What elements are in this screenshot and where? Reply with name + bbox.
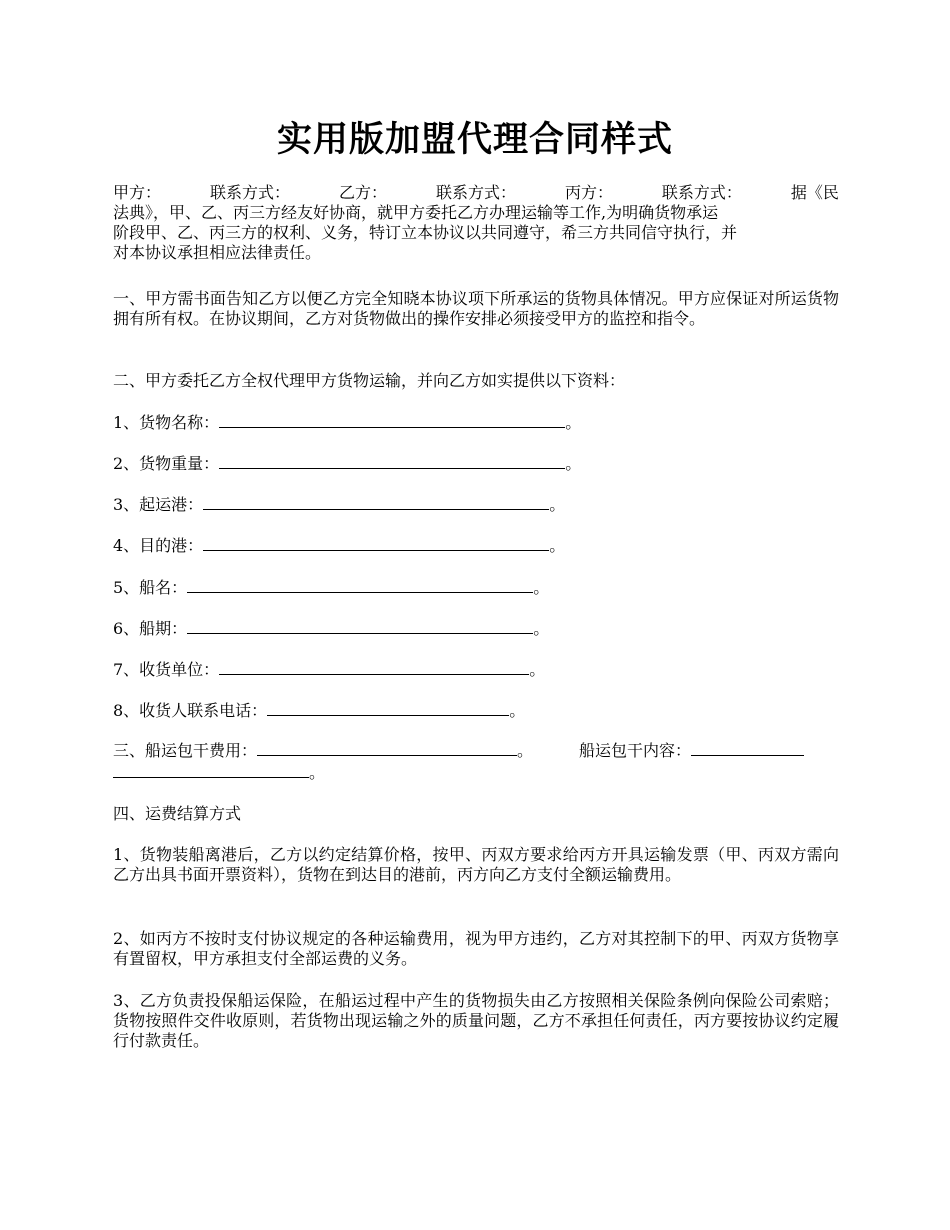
section-4-p1-text: 1、货物装船离港后，乙方以约定结算价格，按甲、丙双方要求给丙方开具运输发票（甲、丙双方需向乙方出具书面开票资料），货物在到达目的港前，丙方向乙方支付全额运输费用。 [113, 845, 839, 884]
intro-line-2: 法典》，甲、乙、丙三方经友好协商，就甲方委托乙方办理运输等工作,为明确货物承运 [113, 203, 719, 222]
field-label: 3、起运港： [113, 495, 204, 514]
section-3-line-1: 三、船运包干费用： 。 船运包干内容： [113, 740, 839, 762]
consignee-blank[interactable] [219, 659, 529, 675]
section-4-heading-text: 四、运费结算方式 [113, 804, 242, 823]
section-4-p3-text: 3、乙方负责投保船运保险，在船运过程中产生的货物损失由乙方按照相关保险条例向保险公司索赔；货物按照件交件收原则，若货物出现运输之外的质量问题，乙方不承担任何责任，丙方要按协议约定履行付款责任。 [113, 991, 839, 1050]
origin-port-blank[interactable] [203, 494, 549, 510]
ship-name-blank[interactable] [187, 577, 533, 593]
party-c-contact-label: 联系方式： [661, 183, 742, 202]
section-4-p1 [113, 845, 839, 885]
field-cargo-weight: 2、货物重量： 。 [113, 454, 582, 473]
field-sailing-date: 6、船期： 。 [113, 619, 550, 638]
fee-content-blank-1[interactable] [691, 740, 804, 756]
section-1 [113, 289, 839, 329]
fee-label: 三、船运包干费用： [113, 741, 258, 760]
intro-line-3: 阶段甲、乙、丙三方的权利、义务，特订立本协议以共同遵守，希三方共同信守执行，并 [113, 223, 738, 242]
field-label: 5、船名： [113, 578, 188, 597]
field-label: 4、目的港： [113, 536, 204, 555]
field-label: 8、收货人联系电话： [113, 701, 268, 720]
field-label: 2、货物重量： [113, 454, 220, 473]
party-a-label: 甲方： [113, 183, 162, 202]
field-label: 7、收货单位： [113, 660, 220, 679]
sailing-date-blank[interactable] [187, 618, 533, 634]
field-label: 1、货物名称： [113, 413, 220, 432]
section-4-p3 [113, 991, 839, 1051]
party-b-contact-label: 联系方式： [435, 183, 516, 202]
field-origin-port: 3、起运港： 。 [113, 495, 566, 514]
section-4-p2-text: 2、如丙方不按时支付协议规定的各种运输费用，视为甲方违约，乙方对其控制下的甲、丙双方货物享有置留权，甲方承担支付全部运费的义务。 [113, 929, 839, 968]
document-title: 实用版加盟代理合同样式 [276, 119, 673, 160]
consignee-phone-blank[interactable] [267, 700, 509, 716]
fee-amount-blank[interactable] [257, 740, 517, 756]
party-c-label: 丙方： [564, 183, 613, 202]
party-a-contact-label: 联系方式： [209, 183, 290, 202]
party-b-label: 乙方： [338, 183, 387, 202]
field-cargo-name: 1、货物名称： 。 [113, 413, 582, 432]
field-destination-port: 4、目的港： 。 [113, 536, 566, 555]
intro-parties-line [113, 183, 839, 203]
fee-content-blank-2[interactable] [113, 762, 309, 778]
field-label: 6、船期： [113, 619, 188, 638]
field-ship-name: 5、船名： 。 [113, 578, 550, 597]
field-consignee-phone: 8、收货人联系电话： 。 [113, 701, 526, 720]
section-4-heading [113, 804, 839, 824]
section-1-text: 一、甲方需书面告知乙方以便乙方完全知晓本协议项下所承运的货物具体情况。甲方应保证对所运货物拥有所有权。在协议期间，乙方对货物做出的操作安排必须接受甲方的监控和指令。 [113, 289, 839, 328]
section-4-p2 [113, 929, 839, 969]
section-2-text: 二、甲方委托乙方全权代理甲方货物运输，并向乙方如实提供以下资料： [113, 371, 626, 390]
fee-content-label: 船运包干内容： [579, 741, 692, 760]
section-2 [113, 371, 839, 391]
cargo-name-blank[interactable] [219, 412, 565, 428]
section-3-line-2: 。 [113, 762, 839, 784]
intro-line-4: 对本协议承担相应法律责任。 [113, 243, 322, 262]
cargo-weight-blank[interactable] [219, 453, 565, 469]
intro-lead-text: 据《民 [790, 183, 839, 202]
destination-port-blank[interactable] [203, 535, 549, 551]
intro-paragraph [113, 183, 839, 263]
field-consignee: 7、收货单位： 。 [113, 660, 546, 679]
